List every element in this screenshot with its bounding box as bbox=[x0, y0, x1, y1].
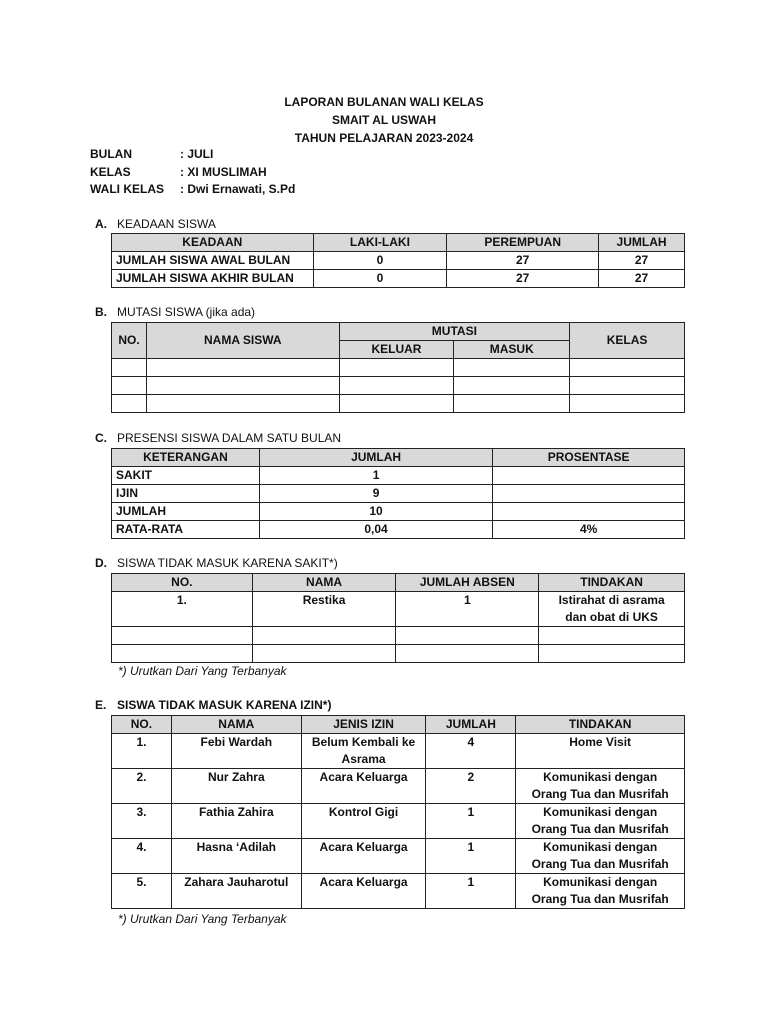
cell-line: Acara Keluarga bbox=[319, 875, 408, 889]
section-d-heading bbox=[95, 556, 338, 570]
header-cell: PROSENTASE bbox=[493, 449, 685, 467]
header-cell: TINDAKAN bbox=[539, 574, 685, 592]
header-cell: JUMLAH bbox=[259, 449, 492, 467]
table-cell bbox=[454, 395, 570, 413]
cell-line: Belum Kembali ke bbox=[311, 735, 416, 749]
table-cell: 2 bbox=[426, 769, 516, 804]
header-cell: MASUK bbox=[454, 341, 570, 359]
header-cell: JENIS IZIN bbox=[301, 716, 426, 734]
table-cell: 1 bbox=[396, 592, 539, 627]
footnote: *) Urutkan Dari Yang Terbanyak bbox=[118, 912, 287, 926]
table-cell: 0 bbox=[313, 270, 447, 288]
table-row bbox=[112, 769, 685, 804]
table-cell bbox=[396, 645, 539, 663]
table-cell bbox=[539, 592, 685, 627]
table-cell bbox=[339, 395, 454, 413]
table-header-row bbox=[112, 449, 685, 467]
table-cell bbox=[252, 645, 396, 663]
info-value: : Dwi Ernawati, S.Pd bbox=[180, 182, 296, 196]
cell-line: Asrama bbox=[341, 752, 386, 766]
header-cell: NAMA bbox=[171, 716, 301, 734]
table-cell bbox=[146, 359, 339, 377]
table-cell: 5. bbox=[112, 874, 172, 909]
header-cell: MUTASI bbox=[339, 323, 570, 341]
table-row bbox=[112, 592, 685, 627]
section-b-heading bbox=[95, 305, 255, 319]
table-cell bbox=[516, 839, 685, 874]
table-cell bbox=[570, 359, 685, 377]
header-cell: NAMA bbox=[252, 574, 396, 592]
table-row bbox=[112, 485, 685, 503]
table-cell: 9 bbox=[259, 485, 492, 503]
table-cell bbox=[493, 485, 685, 503]
header-cell: NO. bbox=[112, 323, 147, 359]
table-cell: 1 bbox=[259, 467, 492, 485]
cell-line: Kontrol Gigi bbox=[328, 805, 399, 819]
table-cell: 1. bbox=[112, 592, 253, 627]
cell-line: Acara Keluarga bbox=[319, 770, 408, 784]
table-cell: Nur Zahra bbox=[171, 769, 301, 804]
table-cell bbox=[252, 627, 396, 645]
table-cell: 27 bbox=[599, 252, 685, 270]
cell-line: Orang Tua dan Musrifah bbox=[531, 822, 669, 836]
table-cell: 27 bbox=[447, 270, 599, 288]
cell-line: Komunikasi dengan bbox=[543, 770, 658, 784]
cell-line: Komunikasi dengan bbox=[543, 840, 658, 854]
section-letter: E. bbox=[95, 698, 107, 712]
header-cell: NO. bbox=[112, 716, 172, 734]
table-cell bbox=[454, 359, 570, 377]
table-cell bbox=[339, 359, 454, 377]
table-row bbox=[112, 521, 685, 539]
cell-line: Orang Tua dan Musrifah bbox=[531, 857, 669, 871]
header-cell: NAMA SISWA bbox=[146, 323, 339, 359]
table-cell: 27 bbox=[447, 252, 599, 270]
table-cell: JUMLAH SISWA AKHIR BULAN bbox=[112, 270, 314, 288]
table-cell: 1. bbox=[112, 734, 172, 769]
table-row bbox=[112, 734, 685, 769]
cell-line: Istirahat di asrama bbox=[558, 593, 665, 607]
section-title: SISWA TIDAK MASUK KARENA IZIN*) bbox=[117, 698, 332, 712]
table-cell bbox=[112, 359, 147, 377]
table-header-row bbox=[112, 234, 685, 252]
table-cell bbox=[146, 377, 339, 395]
izin-table bbox=[111, 715, 685, 909]
section-title: KEADAAN SISWA bbox=[117, 217, 216, 231]
table-cell bbox=[112, 377, 147, 395]
table-cell: JUMLAH SISWA AWAL BULAN bbox=[112, 252, 314, 270]
section-letter: B. bbox=[95, 305, 107, 319]
table-cell: 2. bbox=[112, 769, 172, 804]
table-cell bbox=[516, 874, 685, 909]
section-e-heading bbox=[95, 698, 331, 712]
table-row bbox=[112, 252, 685, 270]
table-cell bbox=[112, 395, 147, 413]
table-row bbox=[112, 839, 685, 874]
cell-line: Komunikasi dengan bbox=[543, 875, 658, 889]
header-cell: TINDAKAN bbox=[516, 716, 685, 734]
school-name: SMAIT AL USWAH bbox=[332, 113, 436, 127]
table-row bbox=[112, 467, 685, 485]
table-cell: 0,04 bbox=[259, 521, 492, 539]
section-letter: A. bbox=[95, 217, 107, 231]
table-header-row bbox=[112, 323, 685, 341]
table-cell: 1 bbox=[426, 804, 516, 839]
table-cell: Restika bbox=[252, 592, 396, 627]
section-title-suffix: (jika ada) bbox=[202, 305, 256, 319]
table-cell: 4. bbox=[112, 839, 172, 874]
mutasi-siswa-table bbox=[111, 322, 685, 413]
table-cell: 0 bbox=[313, 252, 447, 270]
academic-year: TAHUN PELAJARAN 2023-2024 bbox=[294, 131, 474, 145]
header-cell: NO. bbox=[112, 574, 253, 592]
table-row bbox=[112, 359, 685, 377]
table-cell: 27 bbox=[599, 270, 685, 288]
table-cell: JUMLAH bbox=[112, 503, 260, 521]
cell-line: Orang Tua dan Musrifah bbox=[531, 892, 669, 906]
table-cell bbox=[301, 839, 426, 874]
cell-line: Acara Keluarga bbox=[319, 840, 408, 854]
table-row bbox=[112, 503, 685, 521]
presensi-table bbox=[111, 448, 685, 539]
table-cell bbox=[570, 395, 685, 413]
header-cell: KELUAR bbox=[339, 341, 454, 359]
table-cell: 4% bbox=[493, 521, 685, 539]
table-cell: Fathia Zahira bbox=[171, 804, 301, 839]
table-row bbox=[112, 645, 685, 663]
table-cell bbox=[516, 734, 685, 769]
header-cell: JUMLAH ABSEN bbox=[396, 574, 539, 592]
table-cell: SAKIT bbox=[112, 467, 260, 485]
table-cell bbox=[516, 769, 685, 804]
table-row bbox=[112, 377, 685, 395]
info-key: KELAS bbox=[90, 165, 131, 179]
section-c-heading bbox=[95, 431, 341, 445]
table-cell bbox=[112, 627, 253, 645]
header-cell: KETERANGAN bbox=[112, 449, 260, 467]
table-cell bbox=[301, 874, 426, 909]
table-cell bbox=[146, 395, 339, 413]
table-cell bbox=[301, 734, 426, 769]
table-header-row bbox=[112, 716, 685, 734]
table-cell: Febi Wardah bbox=[171, 734, 301, 769]
table-cell bbox=[301, 804, 426, 839]
header-cell: KEADAAN bbox=[112, 234, 314, 252]
table-cell: 10 bbox=[259, 503, 492, 521]
header-cell: JUMLAH bbox=[426, 716, 516, 734]
table-row bbox=[112, 804, 685, 839]
table-row bbox=[112, 627, 685, 645]
table-cell bbox=[493, 503, 685, 521]
info-key: WALI KELAS bbox=[90, 182, 164, 196]
table-cell bbox=[396, 627, 539, 645]
table-cell bbox=[339, 377, 454, 395]
info-value: : XI MUSLIMAH bbox=[180, 165, 267, 179]
cell-line: Komunikasi dengan bbox=[543, 805, 658, 819]
table-cell bbox=[516, 804, 685, 839]
section-title: SISWA TIDAK MASUK KARENA SAKIT*) bbox=[117, 556, 338, 570]
table-cell bbox=[539, 645, 685, 663]
table-cell: 4 bbox=[426, 734, 516, 769]
table-cell: 1 bbox=[426, 874, 516, 909]
table-cell bbox=[301, 769, 426, 804]
section-letter: D. bbox=[95, 556, 107, 570]
table-cell: Hasna ‘Adilah bbox=[171, 839, 301, 874]
keadaan-siswa-table bbox=[111, 233, 685, 288]
section-letter: C. bbox=[95, 431, 107, 445]
table-cell bbox=[493, 467, 685, 485]
table-row bbox=[112, 270, 685, 288]
table-row bbox=[112, 395, 685, 413]
section-title: PRESENSI SISWA DALAM SATU BULAN bbox=[117, 431, 342, 445]
table-cell: RATA-RATA bbox=[112, 521, 260, 539]
cell-line: dan obat di UKS bbox=[565, 610, 658, 624]
info-value: : JULI bbox=[180, 147, 214, 161]
header-cell: JUMLAH bbox=[599, 234, 685, 252]
table-cell bbox=[539, 627, 685, 645]
info-key: BULAN bbox=[90, 147, 132, 161]
table-cell bbox=[112, 645, 253, 663]
table-cell bbox=[454, 377, 570, 395]
table-header-row bbox=[112, 574, 685, 592]
header-cell: LAKI-LAKI bbox=[313, 234, 447, 252]
table-cell: Zahara Jauharotul bbox=[171, 874, 301, 909]
footnote: *) Urutkan Dari Yang Terbanyak bbox=[118, 664, 287, 678]
table-cell: IJIN bbox=[112, 485, 260, 503]
cell-line: Home Visit bbox=[569, 735, 632, 749]
cell-line: Orang Tua dan Musrifah bbox=[531, 787, 669, 801]
table-cell bbox=[570, 377, 685, 395]
sakit-table bbox=[111, 573, 685, 663]
table-cell: 1 bbox=[426, 839, 516, 874]
header-cell: PEREMPUAN bbox=[447, 234, 599, 252]
table-row bbox=[112, 874, 685, 909]
report-title: LAPORAN BULANAN WALI KELAS bbox=[284, 95, 484, 109]
table-cell: 3. bbox=[112, 804, 172, 839]
section-a-heading bbox=[95, 217, 216, 231]
header-cell: KELAS bbox=[570, 323, 685, 359]
section-title: MUTASI SISWA bbox=[117, 305, 203, 319]
